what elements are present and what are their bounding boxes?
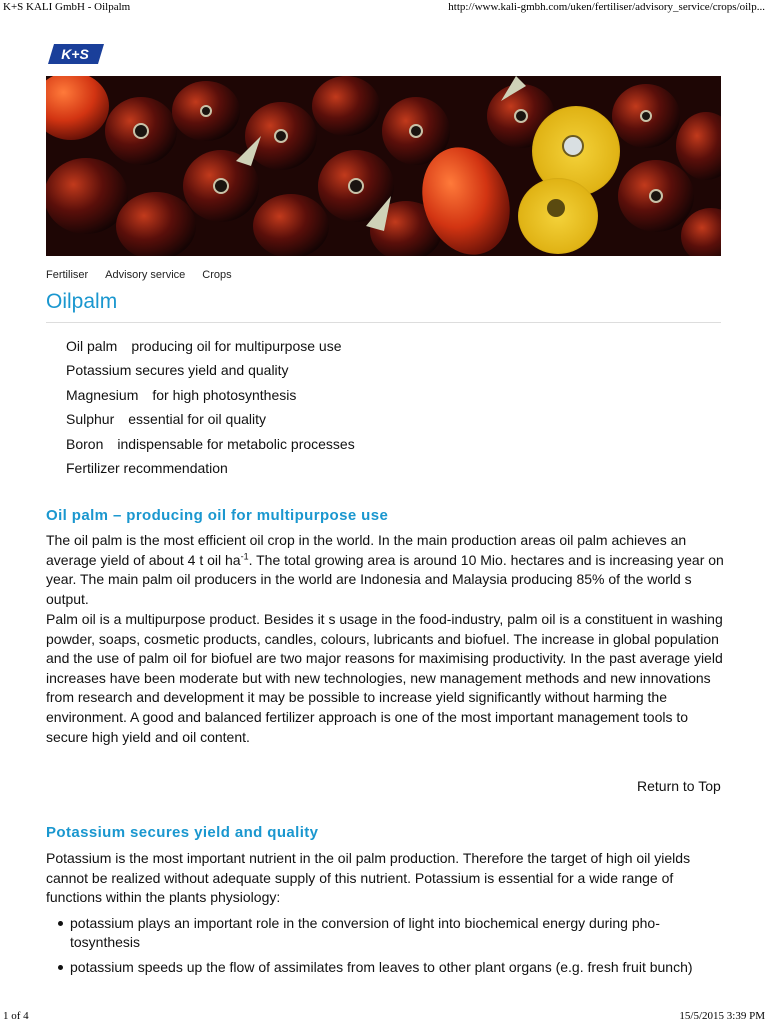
toc-link-sublabel: producing oil for multipurpose use [131, 338, 342, 354]
toc-link-label: Fertilizer recommendation [66, 459, 228, 476]
toc-link-oil-palm[interactable] [66, 337, 355, 361]
potassium-paragraph-1: Potassium is the most important nutrient in the oil palm production. Therefore the target of high oil yields cannot be realized without adequate supply of this nutrient. Potassium is essential for a wide range of functions within the plants physiology: [46, 850, 691, 906]
logo-text: K+S [61, 46, 89, 62]
list-item [46, 914, 706, 952]
section-heading-oil-palm: Oil palm – producing oil for multipurpose use [46, 507, 389, 524]
print-footer [0, 1010, 768, 1022]
section-heading-potassium: Potassium secures yield and quality [46, 824, 319, 841]
print-page-number: 1 of 4 [3, 1010, 29, 1022]
oil-palm-paragraph-2: Palm oil is a multipurpose product. Besides it s usage in the food-industry, palm oil is a constituent in washing powder, soaps, cosmetic products, candles, colours, lubricants and biofuel. The increase in global population and the use of palm oil for biofuel are two major reasons for maximising productivity. In the past average yield increases have been moderate but with new technologies, new management methods and new innovations from research and development it may be possible to increase yield significantly without harming the environment. A good and balanced fertilizer approach is one of the most important management tools to secure high yield and oil content. [46, 611, 723, 745]
breadcrumb-item-advisory-service[interactable]: Advisory service [105, 269, 186, 281]
breadcrumb-item-fertiliser[interactable]: Fertiliser [46, 269, 89, 281]
toc-link-sublabel: indispensable for metabolic processes [117, 435, 355, 452]
toc-link-fertilizer-recommendation[interactable] [66, 459, 355, 483]
toc-link-label: Oil palm [66, 338, 118, 354]
toc-link-magnesium[interactable] [66, 386, 355, 410]
paragraph-text: The oil palm is the most efficient oil crop in the world. In the main production areas oil palm achieves an average yield of about 4 t oil ha [46, 532, 687, 568]
title-divider [46, 322, 721, 323]
bullet-icon [58, 921, 63, 926]
superscript: -1 [240, 550, 249, 561]
toc-link-sublabel: for high photosynthesis [152, 386, 297, 403]
toc-link-label: Boron [66, 435, 104, 452]
table-of-contents [66, 337, 355, 483]
toc-link-label: Magnesium [66, 386, 139, 403]
ks-logo[interactable] [48, 44, 104, 64]
print-datetime: 15/5/2015 3:39 PM [679, 1010, 765, 1022]
toc-link-potassium[interactable] [66, 361, 355, 385]
toc-link-sublabel: essential for oil quality [128, 411, 267, 428]
page-title: Oilpalm [46, 290, 118, 313]
bullet-icon [58, 965, 63, 970]
print-url: http://www.kali-gmbh.com/uken/fertiliser/advisory_service/crops/oilp... [448, 1, 765, 13]
breadcrumb [46, 269, 232, 281]
toc-link-sulphur[interactable] [66, 410, 355, 434]
print-page-title: K+S KALI GmbH - Oilpalm [3, 1, 131, 13]
oil-palm-paragraph-1 [46, 531, 726, 609]
oil-palm-fruit-banner-image [46, 76, 721, 256]
breadcrumb-item-crops[interactable]: Crops [202, 269, 232, 281]
list-item [46, 958, 706, 977]
print-header [0, 1, 768, 13]
list-item-text: potassium speeds up the flow of assimilates from leaves to other plant organs (e.g. fresh fruit bunch) [70, 959, 693, 975]
return-to-top-link[interactable]: Return to Top [637, 778, 721, 794]
toc-link-label: Sulphur [66, 411, 115, 428]
toc-link-label: Potassium secures yield and quality [66, 362, 289, 379]
paragraph-text: . The total growing area is around 10 Mio. hectares and is increasing year on year. The main palm oil producers in the world are Indonesia and Malaysia producing 85% of the world s output. [46, 551, 724, 607]
potassium-function-list [46, 914, 706, 983]
list-item-text: potassium plays an important role in the conversion of light into biochemical energy during pho-tosynthesis [70, 915, 660, 950]
toc-link-boron[interactable] [66, 435, 355, 459]
